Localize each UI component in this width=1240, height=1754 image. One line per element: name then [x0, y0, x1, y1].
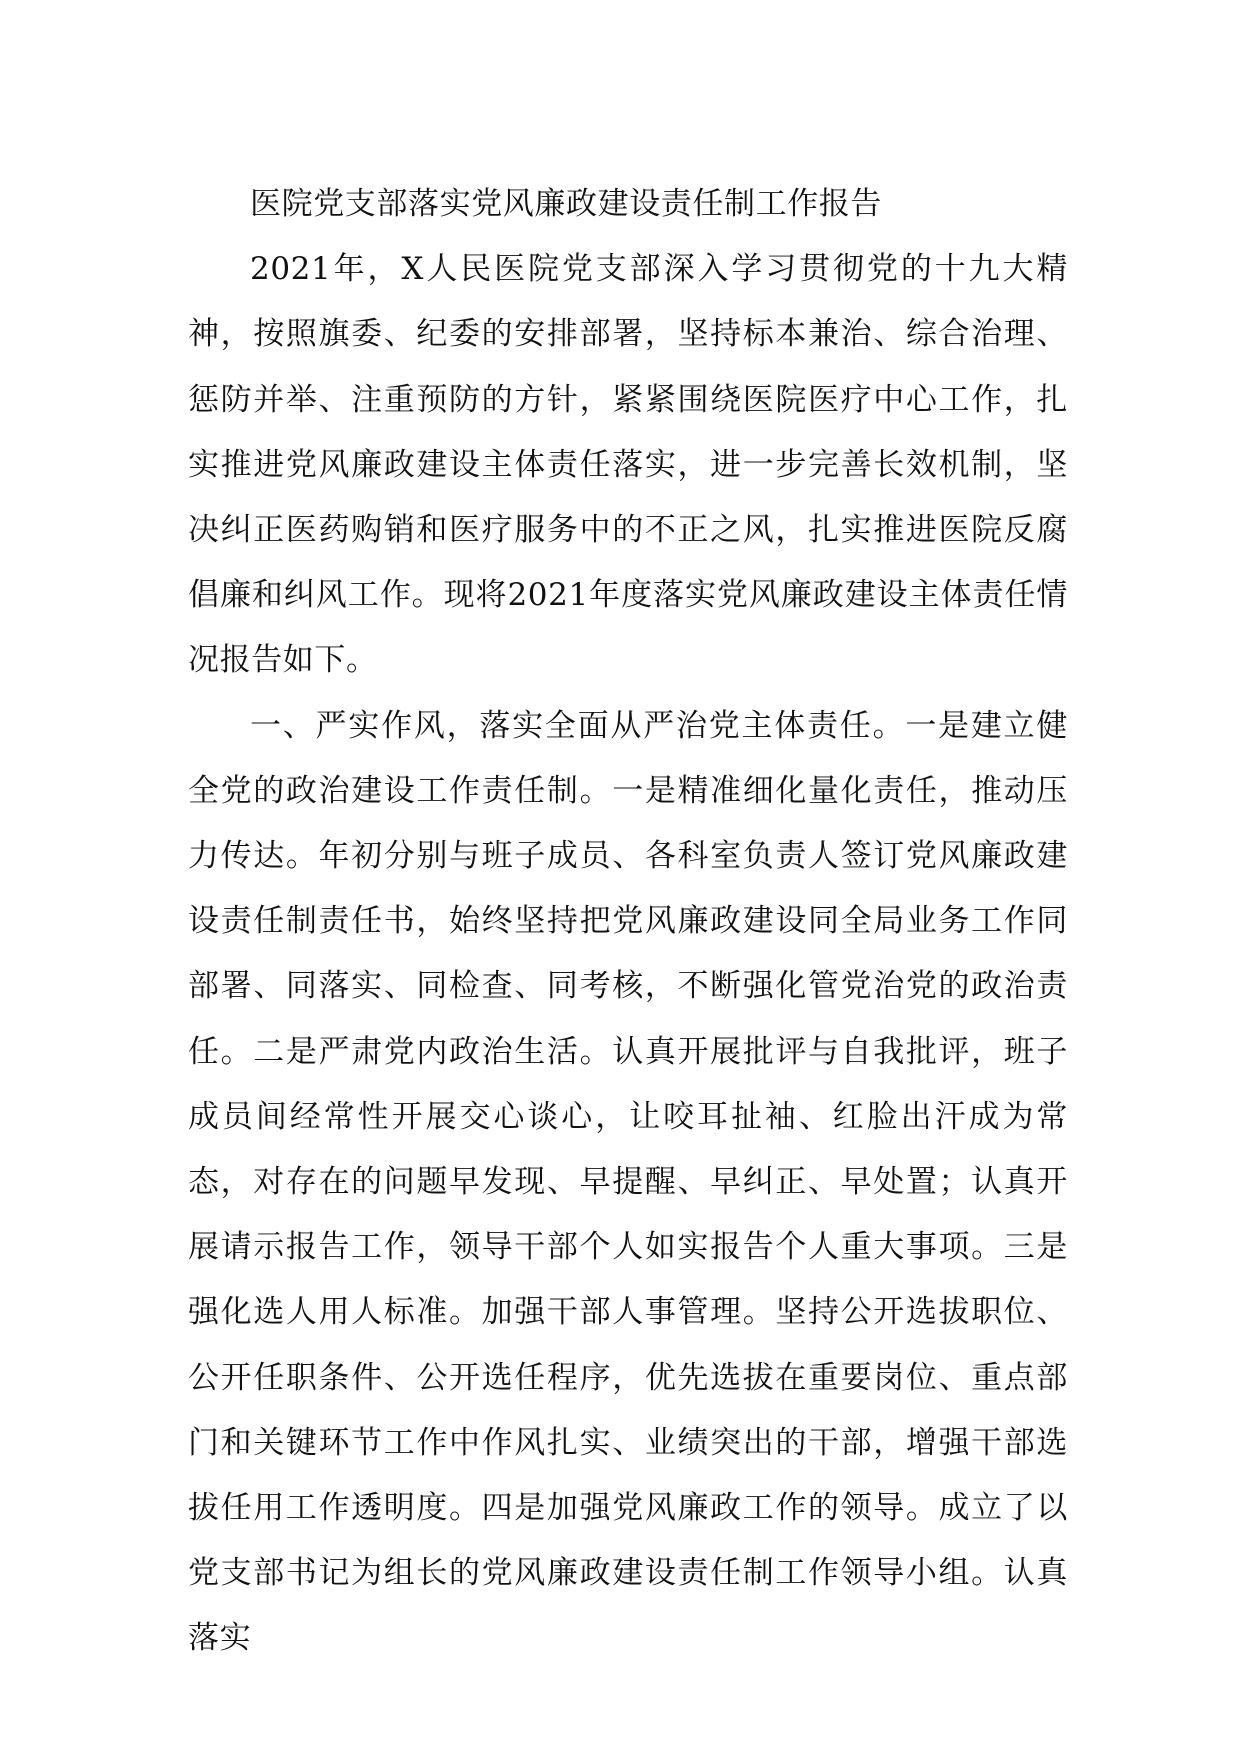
document-body — [188, 172, 1068, 1672]
paragraph-section-one: 一、严实作风，落实全面从严治党主体责任。一是建立健全党的政治建设工作责任制。一是精准细化量化责任，推动压力传达。年初分别与班子成员、各科室负责人签订党风廉政建设责任制责任书，始终坚持把党风廉政建设同全局业务工作同部署、同落实、同检查、同考核，不断强化管党治党的政治责任。二是严肃党内政治生活。认真开展批评与自我批评，班子成员间经常性开展交心谈心，让咬耳扯袖、红脸出汗成为常态，对存在的问题早发现、早提醒、早纠正、早处置；认真开展请示报告工作，领导干部个人如实报告个人重大事项。三是强化选人用人标准。加强干部人事管理。坚持公开选拔职位、公开任职条件、公开选任程序，优先选拔在重要岗位、重点部门和关键环节工作中作风扎实、业绩突出的干部，增强干部选拔任用工作透明度。四是加强党风廉政工作的领导。成立了以党支部书记为组长的党风廉政建设责任制工作领导小组。认真落实 — [188, 707, 1068, 1657]
paragraph-intro: 2021年，X人民医院党支部深入学习贯彻党的十九大精神，按照旗委、纪委的安排部署，坚持标本兼治、综合治理、惩防并举、注重预防的方针，紧紧围绕医院医疗中心工作，扎实推进党风廉政建设主体责任落实，进一步完善长效机制，坚决纠正医药购销和医疗服务中的不正之风，扎实推进医院反腐倡廉和纠风工作。现将2021年度落实党风廉政建设主体责任情况报告如下。 — [188, 251, 1068, 679]
document-title: 医院党支部落实党风廉政建设责任制工作报告 — [250, 186, 882, 222]
